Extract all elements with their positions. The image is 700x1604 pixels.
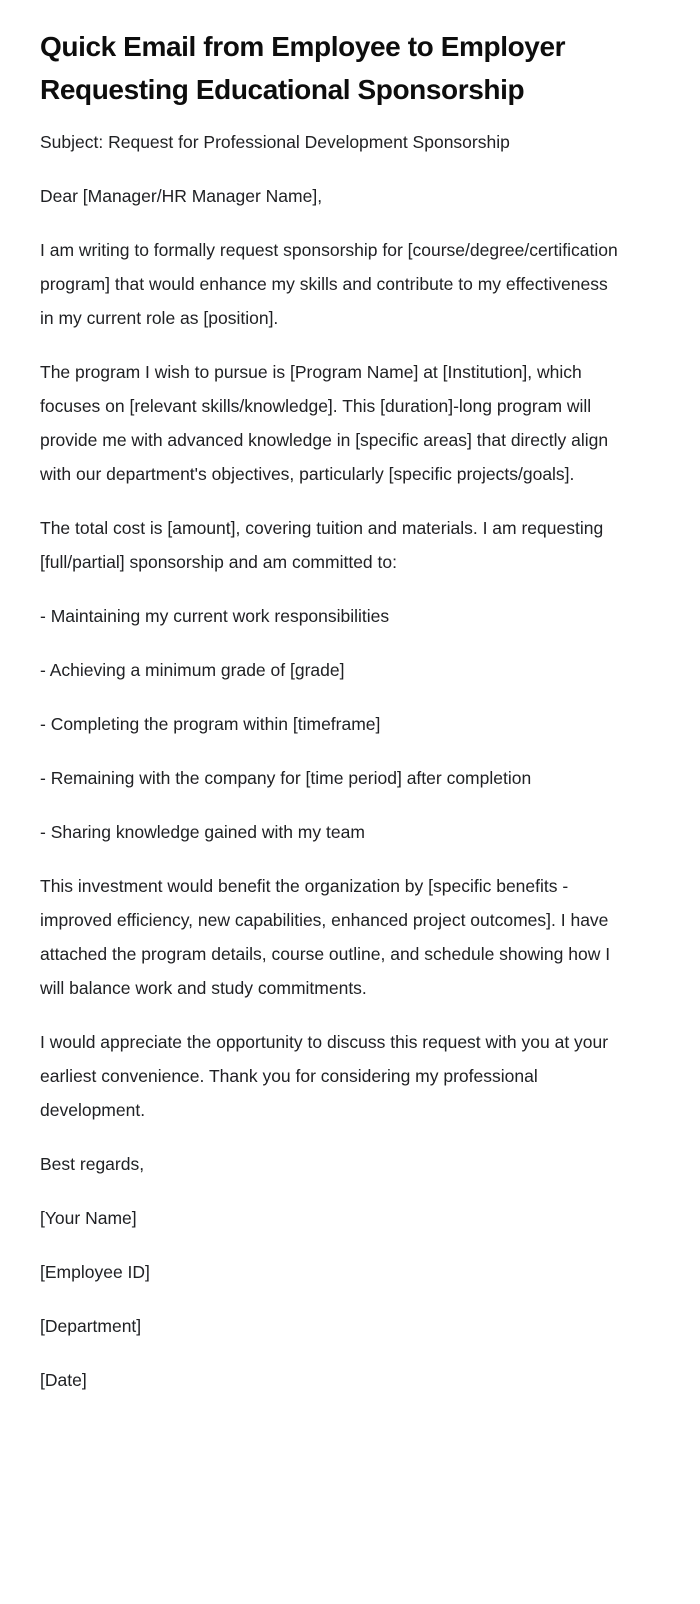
signature-department: [Department] (40, 1316, 142, 1336)
paragraph-closing: I would appreciate the opportunity to discuss this request with you at your earliest convenience. Thank you for considering my professional development. (40, 1032, 609, 1120)
commitment-item: - Sharing knowledge gained with my team (40, 822, 365, 842)
email-template-body (40, 125, 640, 1397)
subject-line: Subject: Request for Professional Development Sponsorship (40, 132, 510, 152)
paragraph-cost: The total cost is [amount], covering tuition and materials. I am requesting [full/partial] sponsorship and am committed to: (40, 518, 604, 572)
commitment-item: - Maintaining my current work responsibilities (40, 606, 390, 626)
signature-date: [Date] (40, 1370, 87, 1390)
paragraph-program: The program I wish to pursue is [Program Name] at [Institution], which focuses on [relevant skills/knowledge]. This [duration]-long program will provide me with advanced knowledge in [specific areas] that directly align with our department's objectives, particularly [specific projects/goals]. (40, 362, 609, 484)
commitment-item: - Remaining with the company for [time period] after completion (40, 768, 532, 788)
commitment-item: - Achieving a minimum grade of [grade] (40, 660, 345, 680)
signature-employee-id: [Employee ID] (40, 1262, 150, 1282)
paragraph-benefits: This investment would benefit the organization by [specific benefits - improved efficiency, new capabilities, enhanced project outcomes]. I have attached the program details, course outline, and schedule showing how I will balance work and study commitments. (40, 876, 611, 998)
page-title: Quick Email from Employee to Employer Requesting Educational Sponsorship (40, 31, 566, 105)
signature-name: [Your Name] (40, 1208, 137, 1228)
commitment-item: - Completing the program within [timeframe] (40, 714, 381, 734)
sign-off: Best regards, (40, 1154, 145, 1174)
paragraph-intro: I am writing to formally request sponsorship for [course/degree/certification program] that would enhance my skills and contribute to my effectiveness in my current role as [position]. (40, 240, 618, 328)
salutation: Dear [Manager/HR Manager Name], (40, 186, 323, 206)
